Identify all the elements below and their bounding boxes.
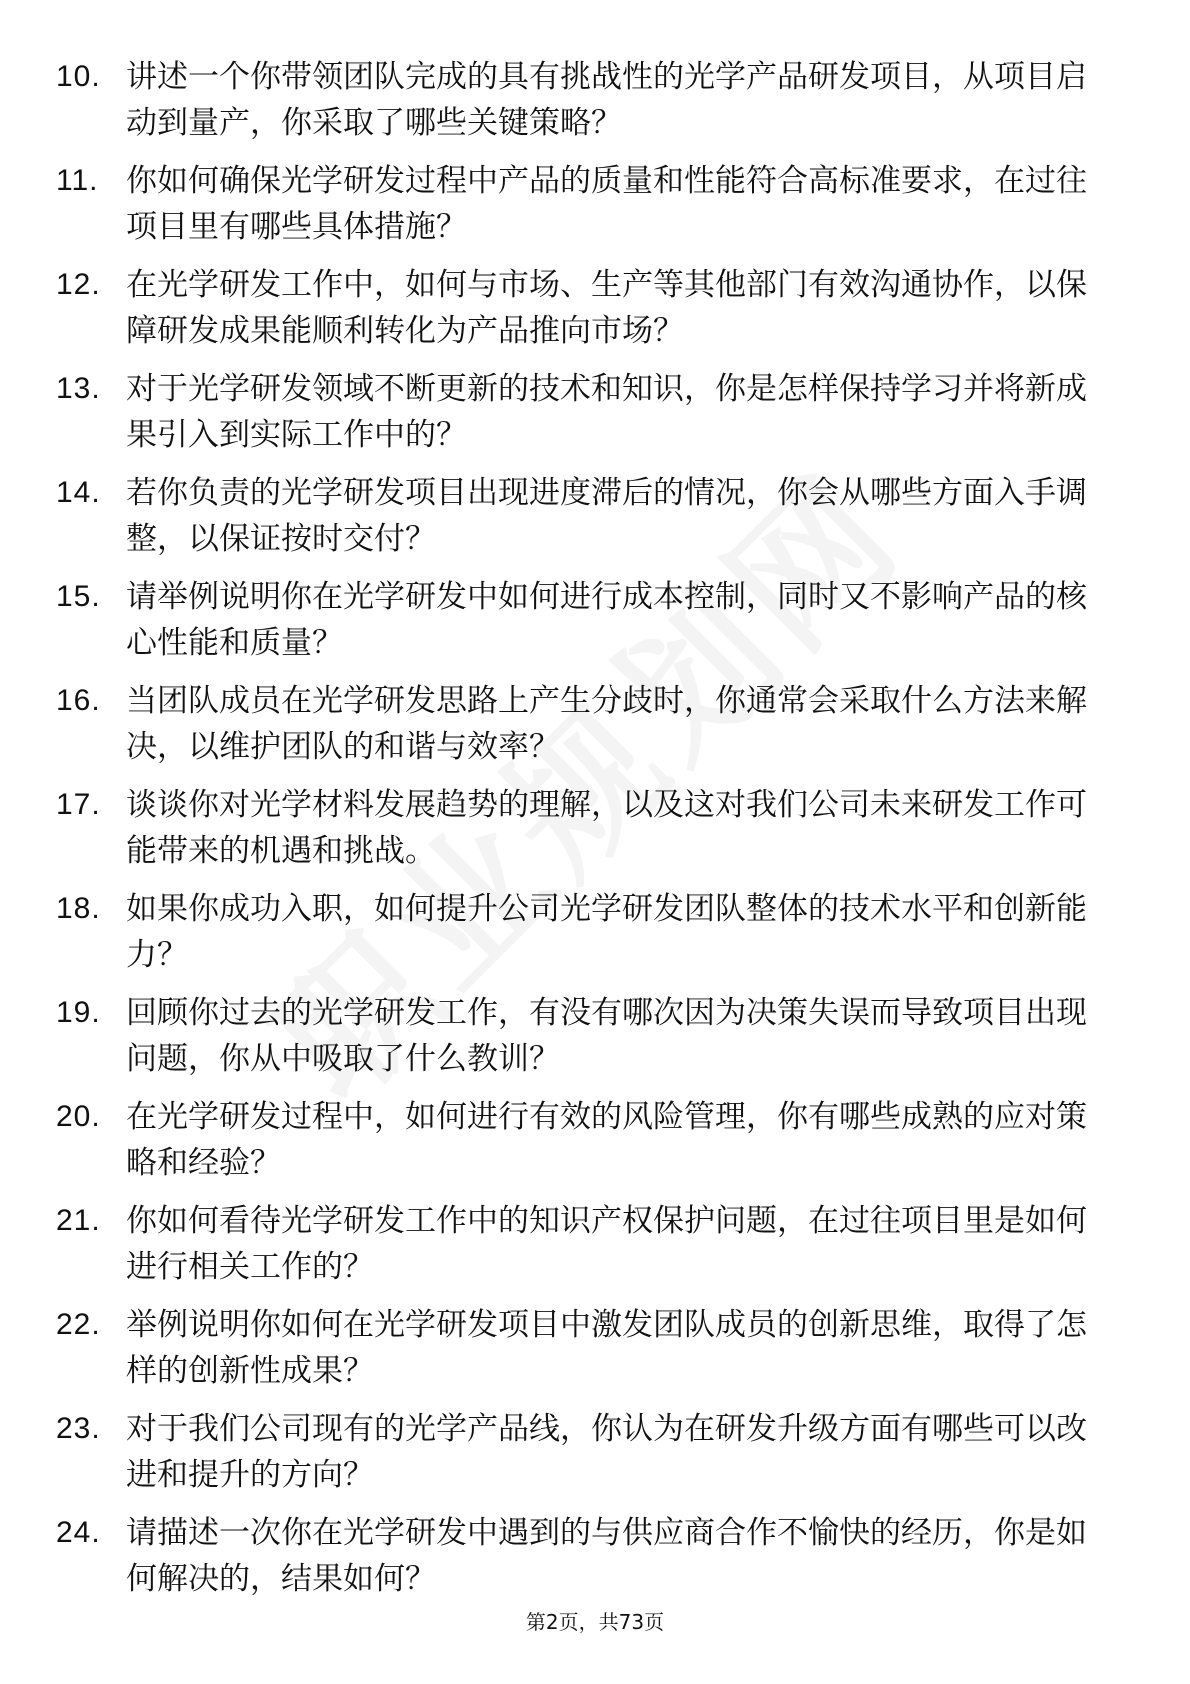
question-item bbox=[56, 1198, 1116, 1302]
question-item bbox=[56, 158, 1116, 262]
question-text: 回顾你过去的光学研发工作，有没有哪次因为决策失误而导致项目出现问题，你从中吸取了什么教训？ bbox=[126, 995, 1087, 1077]
question-list bbox=[56, 54, 1116, 1614]
question-item bbox=[56, 678, 1116, 782]
question-text: 请描述一次你在光学研发中遇到的与供应商合作不愉快的经历，你是如何解决的，结果如何？ bbox=[126, 1515, 1087, 1597]
question-text: 谈谈你对光学材料发展趋势的理解，以及这对我们公司未来研发工作可能带来的机遇和挑战。 bbox=[126, 787, 1087, 869]
question-item bbox=[56, 1510, 1116, 1614]
question-number: 22. bbox=[56, 1308, 101, 1341]
question-item bbox=[56, 1406, 1116, 1510]
question-text: 对于我们公司现有的光学产品线，你认为在研发升级方面有哪些可以改进和提升的方向？ bbox=[126, 1411, 1087, 1493]
question-number: 23. bbox=[56, 1412, 101, 1445]
question-text: 若你负责的光学研发项目出现进度滞后的情况，你会从哪些方面入手调整，以保证按时交付？ bbox=[126, 475, 1087, 557]
question-text: 你如何看待光学研发工作中的知识产权保护问题，在过往项目里是如何进行相关工作的？ bbox=[126, 1203, 1087, 1285]
question-item bbox=[56, 782, 1116, 886]
question-number: 16. bbox=[56, 684, 101, 717]
question-item bbox=[56, 1302, 1116, 1406]
question-number: 10. bbox=[56, 60, 101, 93]
question-text: 如果你成功入职，如何提升公司光学研发团队整体的技术水平和创新能力？ bbox=[126, 891, 1087, 973]
question-item bbox=[56, 574, 1116, 678]
question-item bbox=[56, 886, 1116, 990]
question-text: 请举例说明你在光学研发中如何进行成本控制，同时又不影响产品的核心性能和质量？ bbox=[126, 579, 1087, 661]
question-number: 18. bbox=[56, 892, 101, 925]
question-number: 11. bbox=[56, 164, 99, 197]
question-number: 19. bbox=[56, 996, 101, 1029]
question-text: 在光学研发工作中，如何与市场、生产等其他部门有效沟通协作，以保障研发成果能顺利转化为产品推向市场？ bbox=[126, 267, 1087, 349]
question-text: 在光学研发过程中，如何进行有效的风险管理，你有哪些成熟的应对策略和经验？ bbox=[126, 1099, 1087, 1181]
question-text: 讲述一个你带领团队完成的具有挑战性的光学产品研发项目，从项目启动到量产，你采取了哪些关键策略？ bbox=[126, 59, 1087, 141]
question-number: 24. bbox=[56, 1516, 101, 1549]
question-number: 12. bbox=[56, 268, 101, 301]
question-item bbox=[56, 990, 1116, 1094]
question-item bbox=[56, 470, 1116, 574]
question-number: 20. bbox=[56, 1100, 101, 1133]
question-number: 14. bbox=[56, 476, 101, 509]
question-number: 15. bbox=[56, 580, 101, 613]
question-text: 对于光学研发领域不断更新的技术和知识，你是怎样保持学习并将新成果引入到实际工作中的？ bbox=[126, 371, 1087, 453]
question-text: 举例说明你如何在光学研发项目中激发团队成员的创新思维，取得了怎样的创新性成果？ bbox=[126, 1307, 1087, 1389]
question-item bbox=[56, 366, 1116, 470]
question-text: 当团队成员在光学研发思路上产生分歧时，你通常会采取什么方法来解决，以维护团队的和谐与效率？ bbox=[126, 683, 1087, 765]
question-item bbox=[56, 54, 1116, 158]
question-number: 17. bbox=[56, 788, 101, 821]
question-number: 13. bbox=[56, 372, 101, 405]
question-text: 你如何确保光学研发过程中产品的质量和性能符合高标准要求，在过往项目里有哪些具体措施？ bbox=[126, 163, 1087, 245]
page-footer: 第2页，共73页 bbox=[525, 1610, 665, 1634]
question-item bbox=[56, 1094, 1116, 1198]
question-number: 21. bbox=[56, 1204, 101, 1237]
question-item bbox=[56, 262, 1116, 366]
